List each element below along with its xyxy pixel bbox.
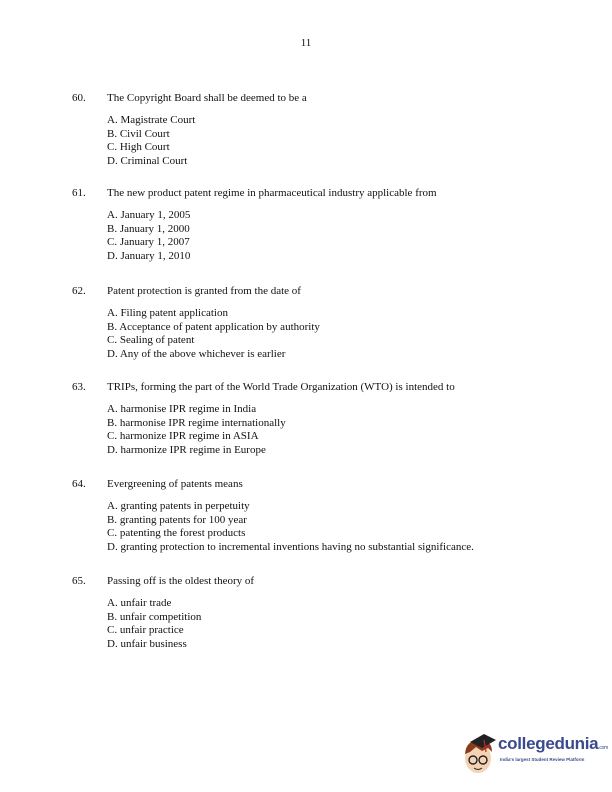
question-text: The new product patent regime in pharmaceutical industry applicable from	[107, 187, 437, 199]
option: B. granting patents for 100 year	[107, 513, 247, 526]
option: C. Sealing of patent	[107, 334, 195, 347]
question-text: Evergreening of patents means	[107, 478, 243, 490]
mascot-icon	[462, 728, 498, 778]
question-text: Patent protection is granted from the date of	[107, 285, 301, 297]
option: D. Criminal Court	[107, 154, 188, 167]
question-number: 65.	[72, 575, 86, 587]
question-text: Passing off is the oldest theory of	[107, 575, 255, 587]
question-text: The Copyright Board shall be deemed to be a	[107, 92, 307, 104]
option: A. granting patents in perpetuity	[107, 500, 250, 512]
option: D. unfair business	[107, 637, 187, 650]
option: D. January 1, 2010	[107, 249, 191, 262]
options-list	[107, 209, 190, 263]
option: C. harmonize IPR regime in ASIA	[107, 430, 259, 443]
option: A. Magistrate Court	[107, 114, 196, 126]
collegedunia-logo: collegedunia.com India's largest Student Review Platform	[462, 728, 607, 778]
options-list	[107, 403, 286, 457]
option: D. granting protection to incremental inventions having no substantial significance.	[107, 540, 474, 553]
question-number: 64.	[72, 478, 86, 490]
question-number: 61.	[72, 187, 86, 199]
option: B. January 1, 2000	[107, 222, 190, 235]
option: A. harmonise IPR regime in India	[107, 403, 257, 415]
option: B. unfair competition	[107, 610, 202, 623]
page-number: 11	[300, 37, 312, 49]
options-list	[107, 307, 320, 361]
option: B. harmonise IPR regime internationally	[107, 416, 286, 429]
option: D. Any of the above whichever is earlier	[107, 347, 286, 360]
question-number: 63.	[72, 381, 86, 393]
option: C. unfair practice	[107, 624, 184, 637]
option: A. Filing patent application	[107, 307, 228, 319]
option: D. harmonize IPR regime in Europe	[107, 443, 266, 456]
options-list	[107, 500, 474, 554]
question-text: TRIPs, forming the part of the World Trade Organization (WTO) is intended to	[107, 381, 455, 393]
option: C. January 1, 2007	[107, 236, 190, 249]
option: A. unfair trade	[107, 597, 172, 609]
options-list	[107, 597, 201, 651]
option: C. High Court	[107, 141, 170, 154]
option: A. January 1, 2005	[107, 209, 191, 221]
option: C. patenting the forest products	[107, 527, 246, 540]
option: B. Acceptance of patent application by authority	[107, 320, 320, 333]
option: B. Civil Court	[107, 127, 170, 140]
question-number: 60.	[72, 92, 86, 104]
options-list	[107, 114, 195, 168]
question-number: 62.	[72, 285, 86, 297]
